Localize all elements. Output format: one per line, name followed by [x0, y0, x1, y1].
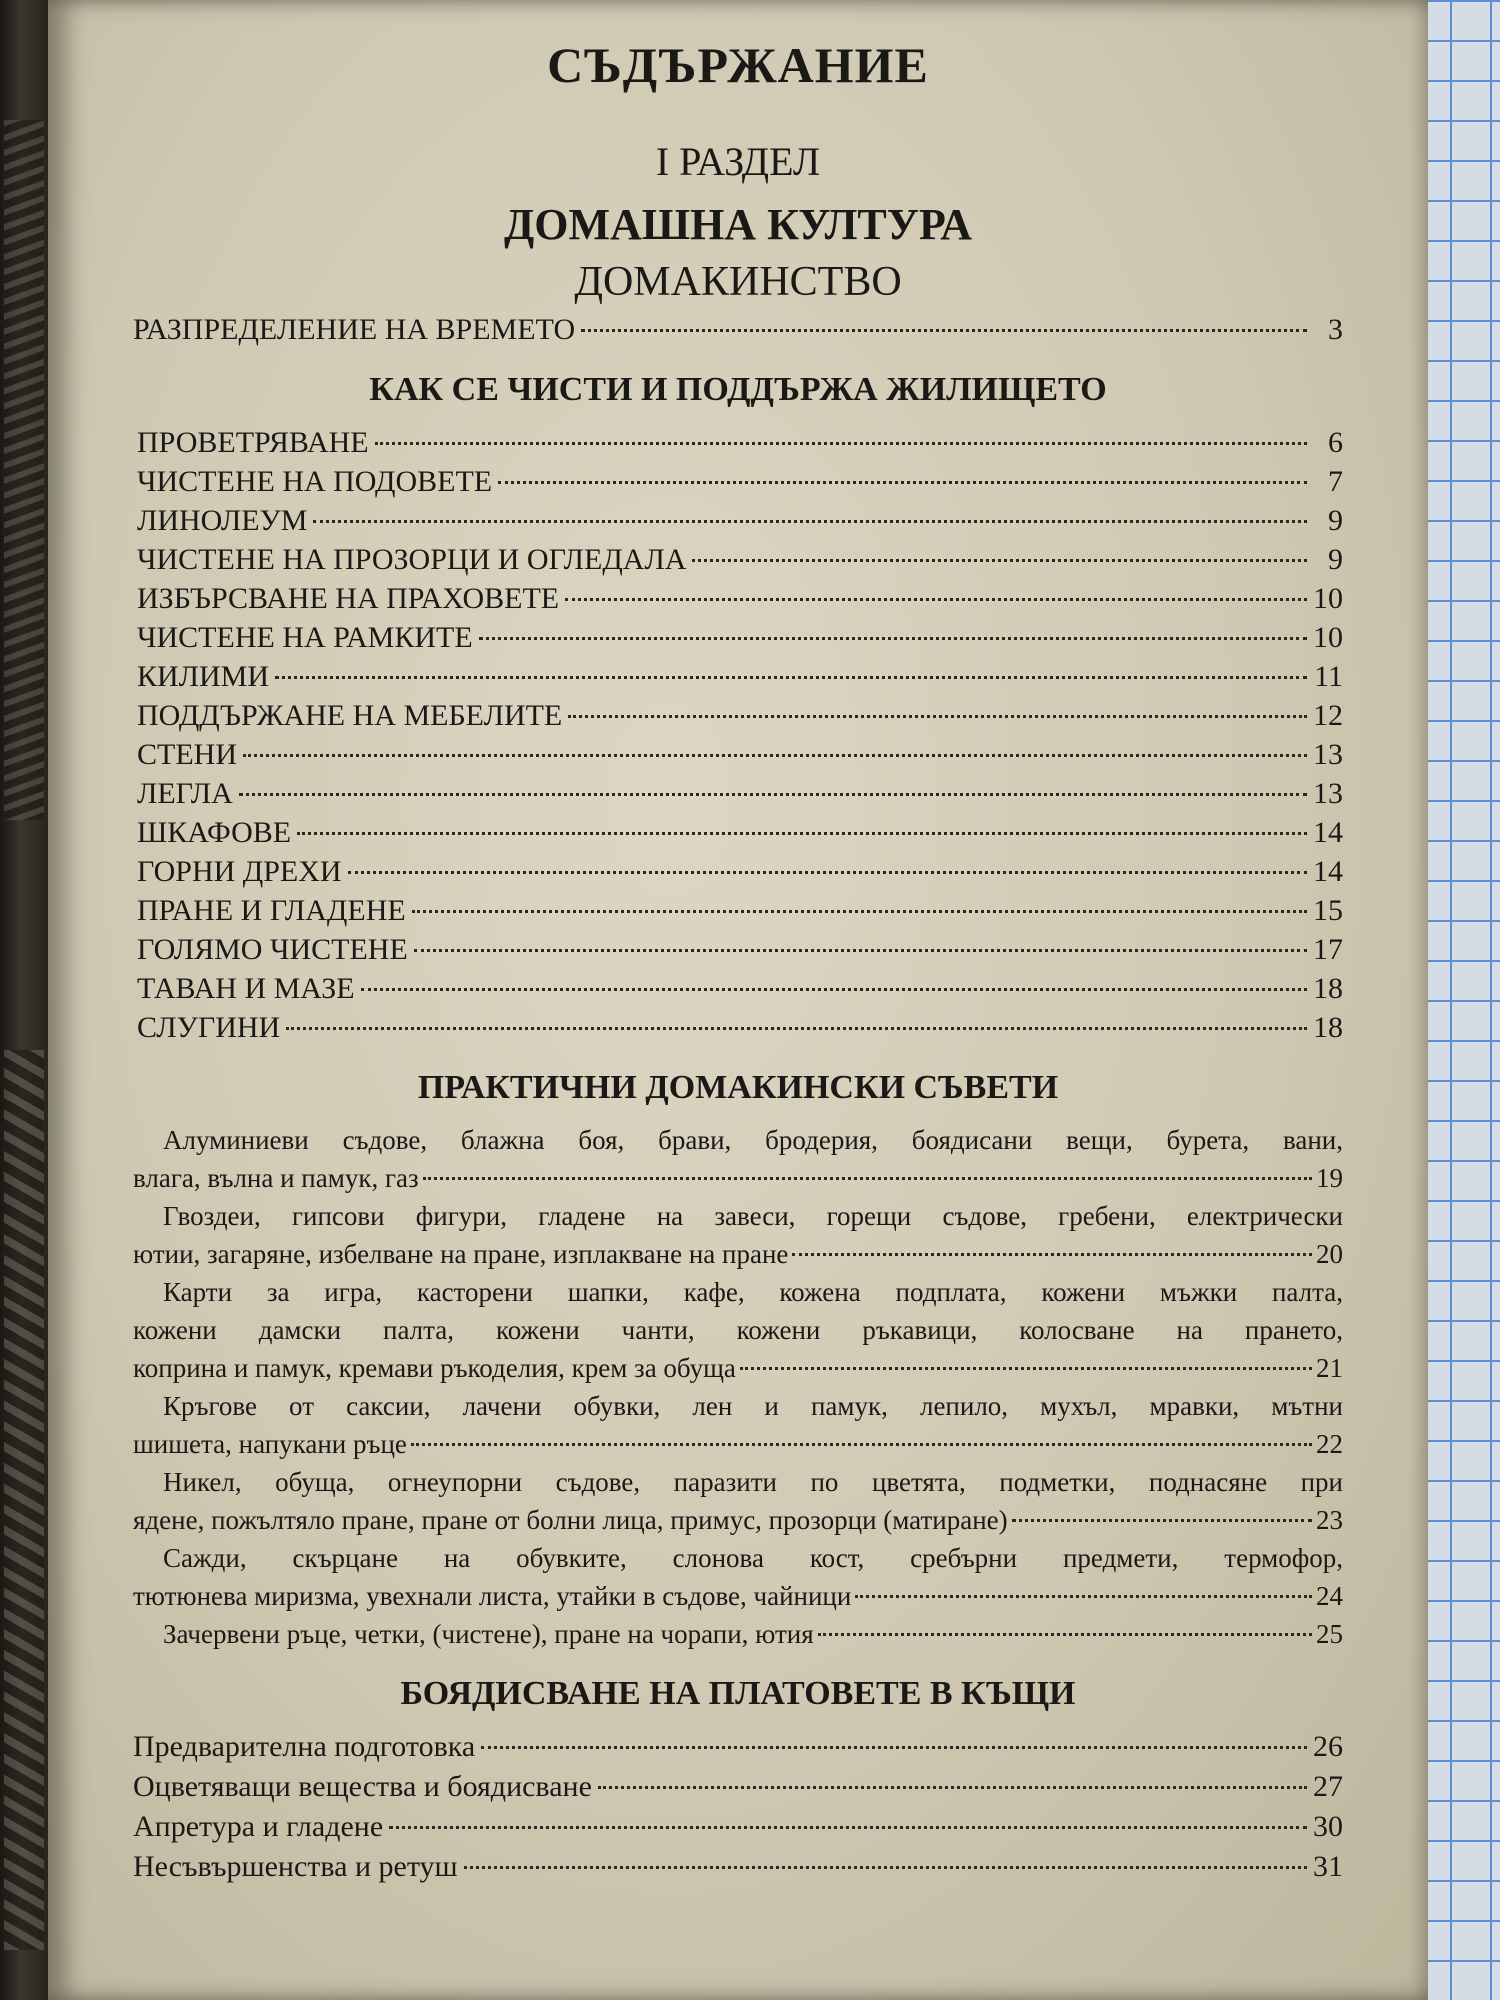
tips-last-line — [133, 1349, 1343, 1387]
toc-entry — [133, 1847, 1343, 1887]
dot-leader — [565, 598, 1307, 601]
toc-entry-page: 9 — [1328, 504, 1343, 537]
toc-entry-page: 31 — [1313, 1850, 1343, 1883]
tips-line: шишета, напукани ръце — [133, 1429, 407, 1459]
tips-last-line — [133, 1159, 1343, 1197]
toc-entry-page: 26 — [1313, 1730, 1343, 1763]
tips-line: Алуминиеви съдове, блажна боя, брави, бродерия, боядисани вещи, бурета, вани, — [163, 1125, 1343, 1155]
toc-entry-page: 17 — [1313, 933, 1343, 966]
table-of-contents — [133, 36, 1343, 1887]
toc-entry-label: Оцветяващи вещества и боядисване — [133, 1770, 592, 1803]
toc-entry — [137, 813, 1343, 852]
tips-line: Кръгове от саксии, лачени обувки, лен и памук, лепило, мухъл, мравки, мътни — [163, 1391, 1343, 1421]
toc-entry-page: 22 — [1316, 1429, 1343, 1459]
tips-entry — [133, 1387, 1343, 1463]
toc-entry-label: ГОЛЯМО ЧИСТЕНЕ — [137, 933, 408, 966]
tips-line: Карти за игра, касторени шапки, кафе, кожена подплата, кожени мъжки палта, — [163, 1277, 1343, 1307]
photo-fragment — [4, 120, 44, 820]
dot-leader — [412, 910, 1307, 913]
toc-entry — [133, 1807, 1343, 1847]
dot-leader — [243, 754, 1307, 757]
toc-entry — [137, 1008, 1343, 1047]
toc-entry-page: 21 — [1316, 1353, 1343, 1383]
toc-entry — [137, 579, 1343, 618]
toc-entry-page: 13 — [1313, 777, 1343, 810]
dot-leader — [313, 520, 1307, 523]
section-heading: КАК СЕ ЧИСТИ И ПОДДЪРЖА ЖИЛИЩЕТО — [369, 371, 1107, 408]
toc-entry-page: 14 — [1313, 855, 1343, 888]
tips-entry — [133, 1539, 1343, 1615]
tips-entry — [133, 1273, 1343, 1387]
dot-leader — [286, 1027, 1307, 1030]
tips-paragraphs — [133, 1121, 1343, 1653]
dot-leader — [389, 1826, 1307, 1829]
toc-entry-label: ПОДДЪРЖАНЕ НА МЕБЕЛИТЕ — [137, 699, 563, 732]
toc-entry — [133, 1727, 1343, 1767]
dot-leader — [464, 1866, 1307, 1869]
section-heading: БОЯДИСВАНЕ НА ПЛАТОВЕТЕ В КЪЩИ — [400, 1675, 1076, 1712]
toc-entry-page: 30 — [1313, 1810, 1343, 1843]
tips-last-line — [133, 1501, 1343, 1539]
dot-leader — [818, 1633, 1312, 1636]
toc-entry-label: ИЗБЪРСВАНЕ НА ПРАХОВЕТЕ — [137, 582, 560, 615]
part-name: ДОМАШНА КУЛТУРА — [503, 200, 973, 249]
toc-entry-label: Предварителна подготовка — [133, 1730, 476, 1763]
dot-leader — [740, 1367, 1312, 1370]
toc-entry — [137, 774, 1343, 813]
tips-line: кожени дамски палта, кожени чанти, кожени ръкавици, колосване на прането, — [133, 1315, 1343, 1345]
toc-entry-label: Апретура и гладене — [133, 1810, 384, 1843]
toc-entry-label: ПРАНЕ И ГЛАДЕНЕ — [137, 894, 406, 927]
dot-leader — [568, 715, 1307, 718]
tips-line: ядене, пожълтяло пране, пране от болни лица, примус, прозорци (матиране) — [133, 1505, 1008, 1535]
toc-entry — [137, 501, 1343, 540]
tips-entry — [133, 1463, 1343, 1539]
toc-entry-page: 15 — [1313, 894, 1343, 927]
dot-leader — [479, 637, 1307, 640]
dot-leader — [275, 676, 1307, 679]
toc-entry — [137, 735, 1343, 774]
toc-entry — [133, 1767, 1343, 1807]
toc-entry-label: КИЛИМИ — [137, 660, 270, 693]
toc-entry-page: 6 — [1328, 426, 1343, 459]
toc-entry-page: 10 — [1313, 582, 1343, 615]
toc-entry-label: ШКАФОВЕ — [137, 816, 292, 849]
toc-entry-label: ПРОВЕТРЯВАНЕ — [137, 426, 369, 459]
toc-entry-page: 25 — [1316, 1619, 1343, 1649]
toc-entry-page: 18 — [1313, 972, 1343, 1005]
dot-leader — [411, 1443, 1312, 1446]
toc-entry — [137, 969, 1343, 1008]
dot-leader — [414, 949, 1307, 952]
toc-entry-page: 18 — [1313, 1011, 1343, 1044]
toc-entry — [137, 852, 1343, 891]
tips-entry — [133, 1121, 1343, 1197]
toc-entry-page: 19 — [1316, 1163, 1343, 1193]
toc-entry — [137, 462, 1343, 501]
tips-entry — [133, 1197, 1343, 1273]
toc-entry — [137, 696, 1343, 735]
toc-entry-label: Несъвършенства и ретуш — [133, 1850, 458, 1883]
part-heading: I РАЗДЕЛ — [655, 139, 821, 184]
toc-entry-page: 20 — [1316, 1239, 1343, 1269]
toc-entry-page: 3 — [1328, 313, 1343, 346]
dot-leader — [481, 1746, 1307, 1749]
dot-leader — [792, 1253, 1312, 1256]
toc-entry-page: 9 — [1328, 543, 1343, 576]
section-heading: ПРАКТИЧНИ ДОМАКИНСКИ СЪВЕТИ — [417, 1069, 1059, 1106]
toc-entry-page: 23 — [1316, 1505, 1343, 1535]
tips-line: Никел, обуща, огнеупорни съдове, паразити по цветята, подметки, поднасяне при — [163, 1467, 1343, 1497]
book-page — [48, 0, 1428, 2000]
tips-line: тютюнева миризма, увехнали листа, утайки в съдове, чайници — [133, 1581, 852, 1611]
page-title: СЪДЪРЖАНИЕ — [547, 37, 929, 93]
tips-line: ютии, загаряне, избелване на пране, изплакване на пране — [133, 1239, 789, 1269]
toc-entry-label: РАЗПРЕДЕЛЕНИЕ НА ВРЕМЕТО — [133, 313, 576, 346]
dot-leader — [375, 442, 1307, 445]
dot-leader — [297, 832, 1307, 835]
toc-entry — [137, 930, 1343, 969]
tips-line: влага, вълна и памук, газ — [133, 1163, 419, 1193]
dot-leader — [361, 988, 1307, 991]
tips-last-line — [133, 1577, 1343, 1615]
dot-leader — [855, 1595, 1312, 1598]
toc-entry — [137, 540, 1343, 579]
toc-entry-label: ЧИСТЕНЕ НА ПОДОВЕТЕ — [137, 465, 493, 498]
tips-last-line — [133, 1235, 1343, 1273]
toc-entry-label: ЧИСТЕНЕ НА РАМКИТЕ — [137, 621, 473, 654]
subsection-name: ДОМАКИНСТВО — [574, 259, 902, 305]
tips-last-line — [133, 1425, 1343, 1463]
toc-entry — [137, 618, 1343, 657]
dot-leader — [598, 1786, 1307, 1789]
dot-leader — [423, 1177, 1312, 1180]
tips-entry — [133, 1615, 1343, 1653]
toc-entry-page: 13 — [1313, 738, 1343, 771]
dot-leader — [692, 559, 1307, 562]
toc-entry-page: 7 — [1328, 465, 1343, 498]
tips-last-line — [133, 1615, 1343, 1653]
toc-entry — [137, 891, 1343, 930]
toc-entry-label: ТАВАН И МАЗЕ — [137, 972, 355, 1005]
dot-leader — [498, 481, 1307, 484]
adjacent-photo-strip — [0, 0, 52, 2000]
toc-entry-page: 27 — [1313, 1770, 1343, 1803]
tips-line: коприна и памук, кремави ръкоделия, крем за обуща — [133, 1353, 736, 1383]
toc-entry-label: ГОРНИ ДРЕХИ — [137, 855, 342, 888]
tips-line: Сажди, скърцане на обувките, слонова кост, сребърни предмети, термофор, — [163, 1543, 1343, 1573]
toc-entry — [137, 657, 1343, 696]
section-entries — [133, 423, 1343, 1047]
toc-entry-page: 10 — [1313, 621, 1343, 654]
toc-entry-page: 11 — [1314, 660, 1343, 693]
tips-line: Зачервени ръце, четки, (чистене), пране на чорапи, ютия — [163, 1619, 814, 1649]
toc-entry — [133, 310, 1343, 349]
dot-leader — [348, 871, 1307, 874]
toc-entry-label: СЛУГИНИ — [137, 1011, 281, 1044]
toc-entry-label: ЛИНОЛЕУМ — [137, 504, 308, 537]
toc-entry-label: ЧИСТЕНЕ НА ПРОЗОРЦИ И ОГЛЕДАЛА — [137, 543, 687, 576]
photo-fragment — [4, 1050, 44, 1950]
dot-leader — [1012, 1519, 1312, 1522]
tips-line: Гвоздеи, гипсови фигури, гладене на завеси, горещи съдове, гребени, електрически — [163, 1201, 1343, 1231]
toc-entry-page: 14 — [1313, 816, 1343, 849]
toc-entry-label: СТЕНИ — [137, 738, 237, 771]
toc-entry-label: ЛЕГЛА — [137, 777, 233, 810]
toc-entry-page: 12 — [1313, 699, 1343, 732]
section-entries — [133, 1727, 1343, 1887]
dot-leader — [239, 793, 1307, 796]
dot-leader — [581, 329, 1307, 332]
toc-entry — [137, 423, 1343, 462]
toc-entry-page: 24 — [1316, 1581, 1343, 1611]
